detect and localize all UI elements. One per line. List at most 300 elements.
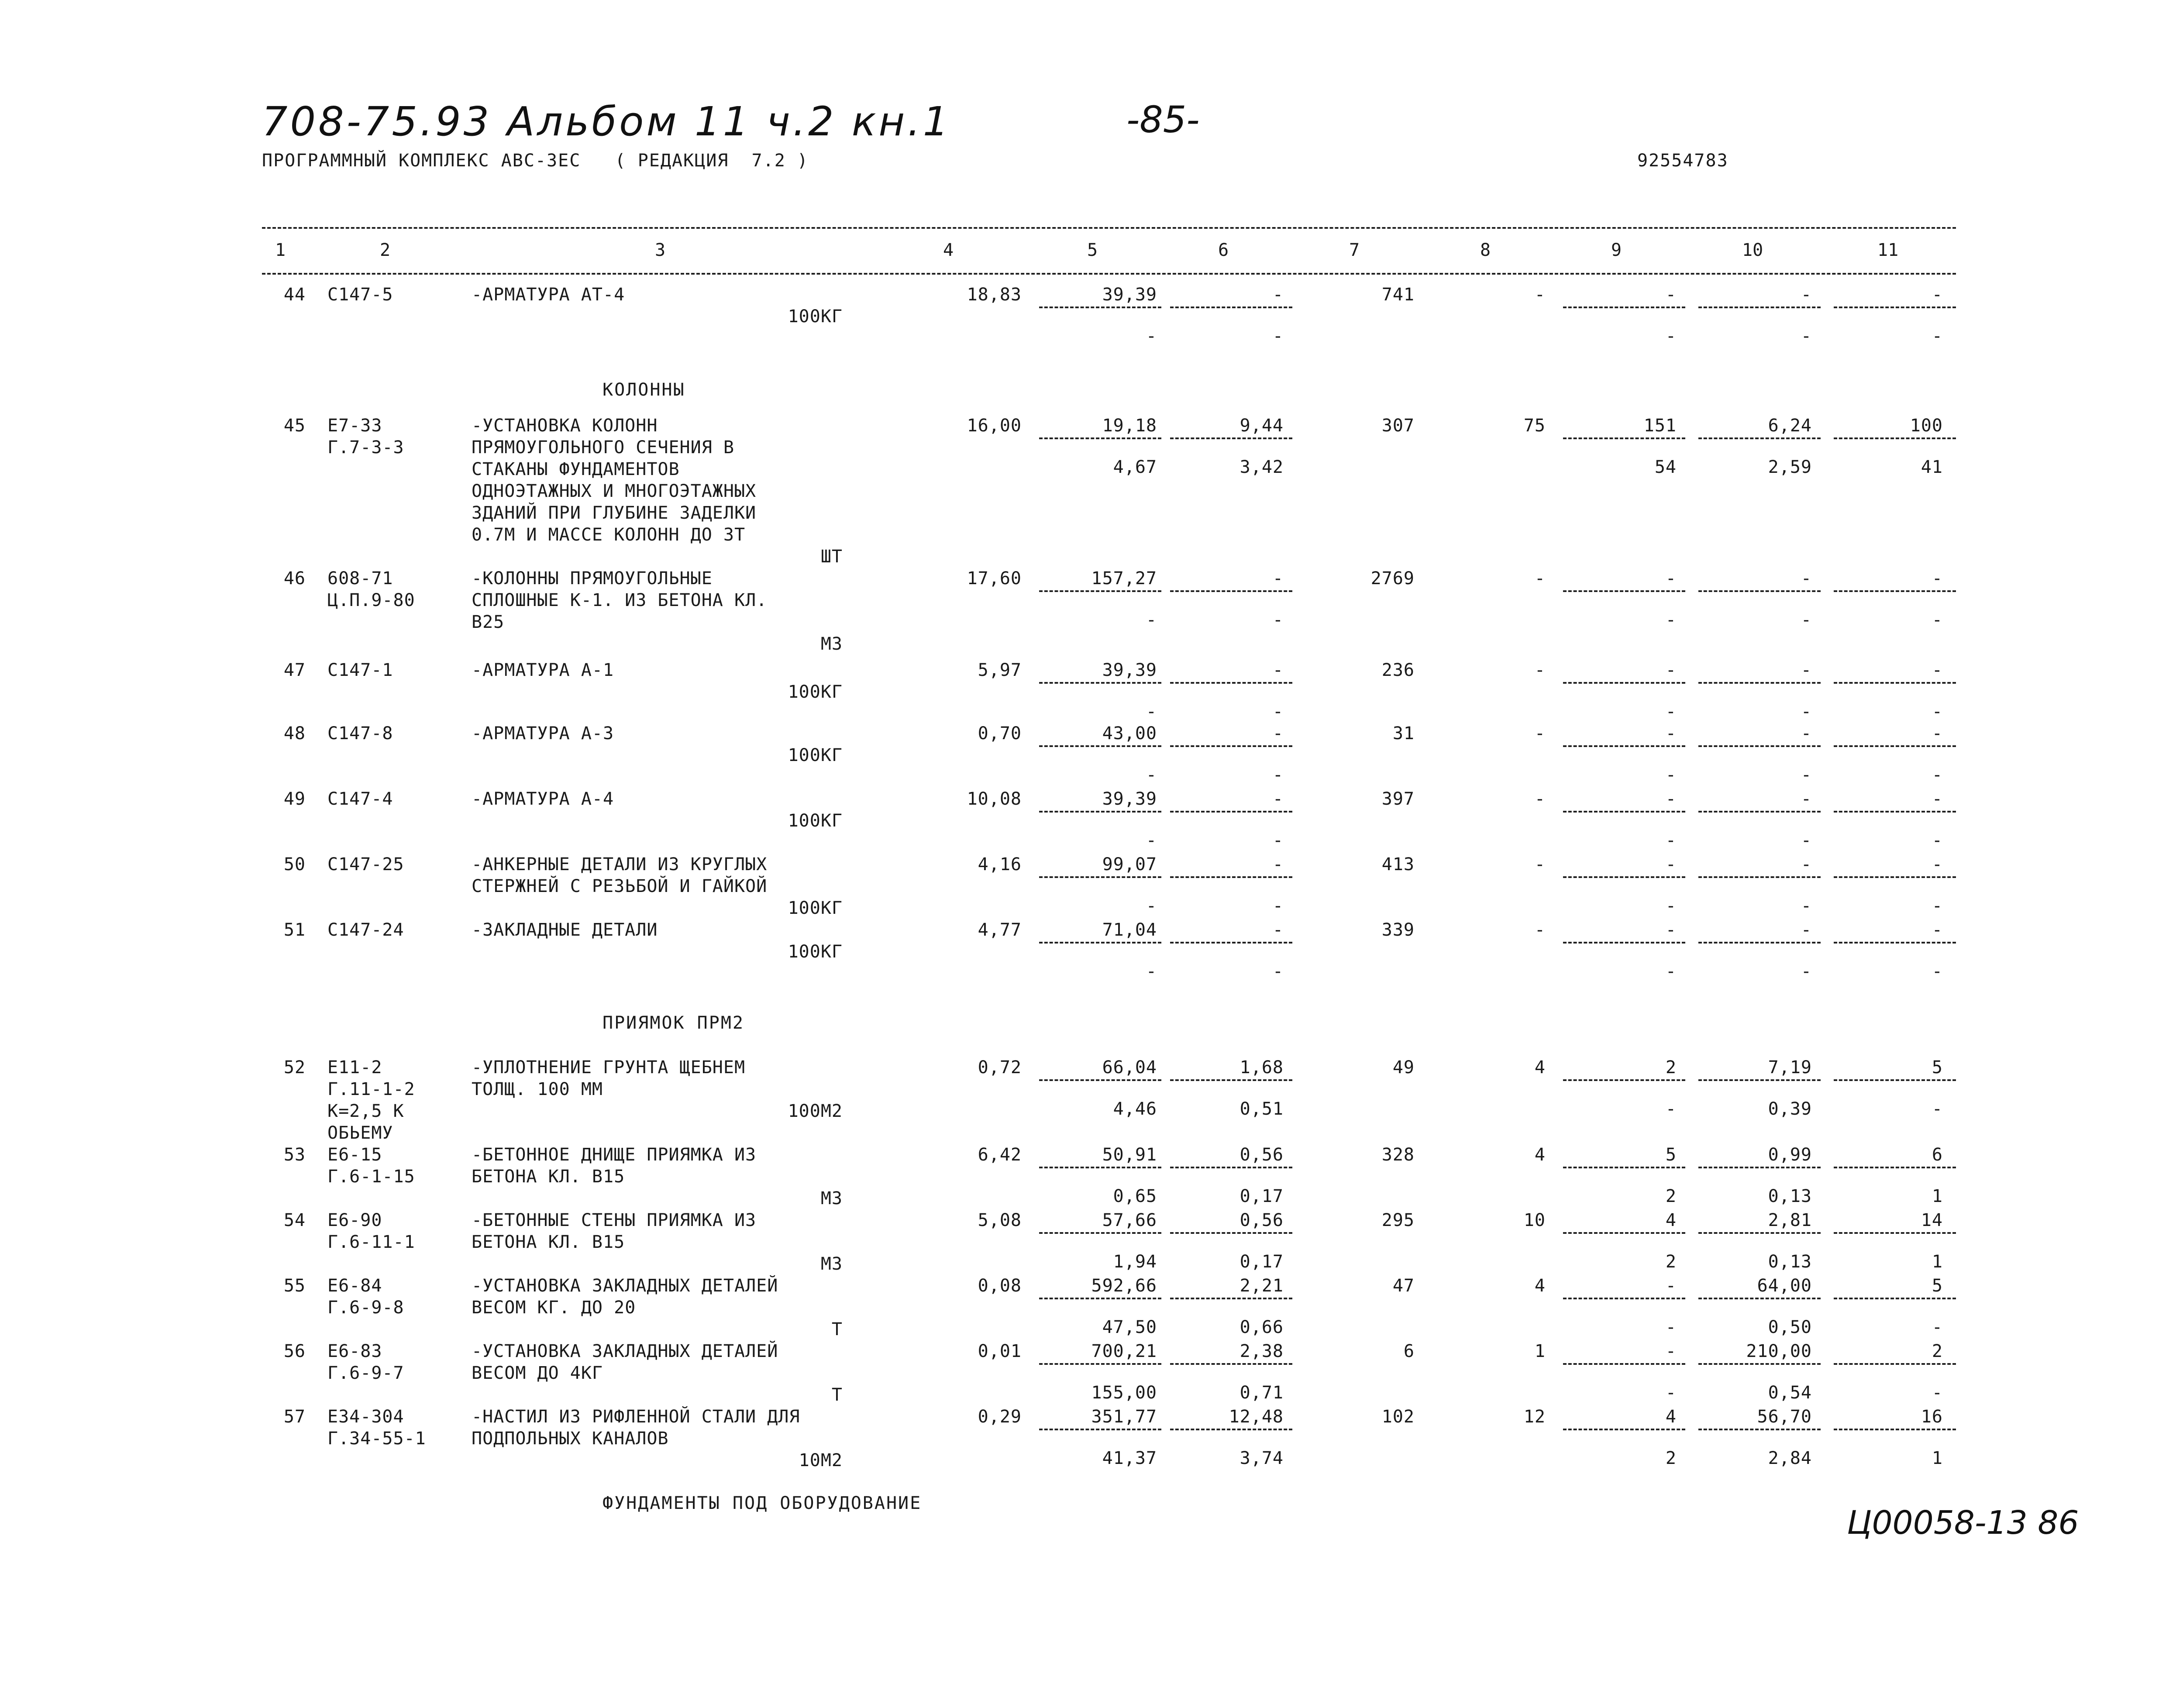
- work-description: -БЕТОННЫЕ СТЕНЫ ПРИЯМКА ИЗ: [472, 1210, 757, 1230]
- unit-cost-wages: 41,37: [1102, 1448, 1157, 1468]
- labor-hours-total: 5: [1932, 1276, 1943, 1296]
- unit-cost-wages: -: [1146, 896, 1157, 916]
- column-header-8: 8: [1480, 240, 1491, 260]
- labor-hours-machines: 0,54: [1768, 1383, 1812, 1403]
- work-description: -УПЛОТНЕНИЕ ГРУНТА ЩЕБНЕМ: [472, 1057, 746, 1078]
- work-description: БЕТОНА КЛ. В15: [472, 1232, 625, 1252]
- unit-cost-machines: -: [1272, 854, 1284, 875]
- total-cost: 397: [1381, 789, 1415, 809]
- total-cost: 328: [1381, 1145, 1415, 1165]
- section-heading: ПРИЯМОК ПРМ2: [603, 1013, 744, 1033]
- labor-hours-total: -: [1932, 568, 1943, 589]
- unit-cost-machines: 12,48: [1229, 1407, 1284, 1427]
- fraction-divider: [1563, 306, 1685, 308]
- labor-hours-machines: -: [1801, 326, 1812, 346]
- fraction-divider: [1039, 1167, 1161, 1168]
- labor-hours-machines-total: 41: [1921, 457, 1943, 477]
- quantity: 0,70: [978, 723, 1022, 744]
- fraction-divider: [1039, 590, 1161, 592]
- work-description: -ЗАКЛАДНЫЕ ДЕТАЛИ: [472, 920, 658, 940]
- work-description: ПРЯМОУГОЛЬНОГО СЕЧЕНИЯ В: [472, 437, 734, 458]
- work-description: -АНКЕРНЫЕ ДЕТАЛИ ИЗ КРУГЛЫХ: [472, 854, 768, 875]
- machine-wages: -: [1665, 610, 1677, 630]
- rate-code: С147-4: [327, 789, 393, 809]
- rate-code: 608-71: [327, 568, 393, 589]
- work-description: ЗДАНИЙ ПРИ ГЛУБИНЕ ЗАДЕЛКИ: [472, 503, 757, 523]
- machine-cost: -: [1665, 660, 1677, 680]
- unit-cost-machine-wages: 0,17: [1240, 1186, 1284, 1206]
- rate-code: Е6-90: [327, 1210, 382, 1230]
- row-number: 45: [283, 416, 306, 436]
- labor-hours-machines-total: -: [1932, 961, 1943, 981]
- unit-cost-machines: -: [1272, 789, 1284, 809]
- fraction-divider: [1039, 942, 1161, 944]
- rate-code: Е6-83: [327, 1341, 382, 1361]
- row-number: 48: [283, 723, 306, 744]
- labor-hours-machines-total: 1: [1932, 1252, 1943, 1272]
- work-description: -КОЛОННЫ ПРЯМОУГОЛЬНЫЕ: [472, 568, 713, 589]
- fraction-divider: [1039, 811, 1161, 813]
- rate-code: Е7-33: [327, 416, 382, 436]
- rate-code: Е6-15: [327, 1145, 382, 1165]
- labor-cost: -: [1534, 723, 1546, 744]
- fraction-divider: [1170, 590, 1292, 592]
- unit-of-measure: 100КГ: [788, 745, 843, 765]
- fraction-divider: [1698, 745, 1821, 747]
- fraction-divider: [1170, 306, 1292, 308]
- labor-hours-machines: 2,59: [1768, 457, 1812, 477]
- unit-cost-wages: -: [1146, 702, 1157, 722]
- unit-cost-wages: 4,67: [1113, 457, 1157, 477]
- fraction-divider: [1039, 682, 1161, 684]
- column-header-9: 9: [1611, 240, 1622, 260]
- unit-of-measure: 100КГ: [788, 898, 843, 918]
- unit-cost-machines: -: [1272, 285, 1284, 305]
- fraction-divider: [1563, 1167, 1685, 1168]
- rate-code: С147-25: [327, 854, 404, 875]
- machine-cost: -: [1665, 789, 1677, 809]
- machine-wages: 2: [1665, 1186, 1677, 1206]
- unit-cost-machine-wages: 0,71: [1240, 1383, 1284, 1403]
- rate-code: К=2,5 К: [327, 1101, 404, 1121]
- unit-cost-machine-wages: 3,74: [1240, 1448, 1284, 1468]
- rate-code: Г.6-9-7: [327, 1363, 404, 1383]
- labor-hours-machines: 0,50: [1768, 1317, 1812, 1337]
- fraction-divider: [1834, 876, 1956, 878]
- labor-hours-machines-total: -: [1932, 1099, 1943, 1119]
- fraction-divider: [1563, 1363, 1685, 1365]
- total-cost: 6: [1403, 1341, 1415, 1361]
- rate-code: Г.6-11-1: [327, 1232, 415, 1252]
- fraction-divider: [1834, 1298, 1956, 1299]
- unit-of-measure: 100КГ: [788, 682, 843, 702]
- unit-cost-machines: -: [1272, 723, 1284, 744]
- fraction-divider: [1698, 1429, 1821, 1430]
- unit-cost-machine-wages: 0,66: [1240, 1317, 1284, 1337]
- unit-cost-machine-wages: -: [1272, 765, 1284, 785]
- machine-cost: -: [1665, 285, 1677, 305]
- fraction-divider: [1170, 811, 1292, 813]
- machine-cost: -: [1665, 568, 1677, 589]
- quantity: 0,01: [978, 1341, 1022, 1361]
- fraction-divider: [1563, 942, 1685, 944]
- unit-of-measure: М3: [820, 1188, 843, 1209]
- work-description: -УСТАНОВКА КОЛОНН: [472, 416, 658, 436]
- fraction-divider: [1170, 942, 1292, 944]
- total-cost: 741: [1381, 285, 1415, 305]
- rate-code: С147-1: [327, 660, 393, 680]
- total-cost: 339: [1381, 920, 1415, 940]
- fraction-divider: [1563, 1079, 1685, 1081]
- unit-cost-total: 99,07: [1102, 854, 1157, 875]
- labor-hours-total: 5: [1932, 1057, 1943, 1078]
- unit-cost-machines: 0,56: [1240, 1145, 1284, 1165]
- labor-hours-machines-total: -: [1932, 610, 1943, 630]
- unit-cost-wages: -: [1146, 326, 1157, 346]
- section-heading: КОЛОННЫ: [603, 380, 685, 400]
- fraction-divider: [1170, 1232, 1292, 1234]
- fraction-divider: [1563, 811, 1685, 813]
- labor-hours-total: -: [1932, 920, 1943, 940]
- labor-hours-unit: 2,81: [1768, 1210, 1812, 1230]
- rate-code: С147-8: [327, 723, 393, 744]
- fraction-divider: [1698, 942, 1821, 944]
- unit-cost-total: 592,66: [1091, 1276, 1157, 1296]
- row-number: 49: [283, 789, 306, 809]
- fraction-divider: [1039, 306, 1161, 308]
- rate-code: ОБЬЕМУ: [327, 1123, 393, 1143]
- work-description: ОДНОЭТАЖНЫХ И МНОГОЭТАЖНЫХ: [472, 481, 757, 501]
- labor-hours-total: 6: [1932, 1145, 1943, 1165]
- labor-hours-machines: -: [1801, 702, 1812, 722]
- labor-hours-total: -: [1932, 854, 1943, 875]
- labor-hours-total: -: [1932, 285, 1943, 305]
- labor-cost: 4: [1534, 1057, 1546, 1078]
- quantity: 6,42: [978, 1145, 1022, 1165]
- labor-cost: 4: [1534, 1276, 1546, 1296]
- labor-hours-machines-total: -: [1932, 765, 1943, 785]
- unit-cost-wages: 0,65: [1113, 1186, 1157, 1206]
- fraction-divider: [1563, 682, 1685, 684]
- work-description: СТАКАНЫ ФУНДАМЕНТОВ: [472, 459, 680, 479]
- rate-code: С147-24: [327, 920, 404, 940]
- labor-cost: -: [1534, 285, 1546, 305]
- machine-cost: 5: [1665, 1145, 1677, 1165]
- labor-hours-machines: 0,39: [1768, 1099, 1812, 1119]
- unit-cost-total: 700,21: [1091, 1341, 1157, 1361]
- column-header-2: 2: [380, 240, 391, 260]
- unit-of-measure: Т: [831, 1319, 843, 1340]
- work-description: -УСТАНОВКА ЗАКЛАДНЫХ ДЕТАЛЕЙ: [472, 1276, 778, 1296]
- quantity: 4,16: [978, 854, 1022, 875]
- unit-of-measure: 100КГ: [788, 811, 843, 831]
- unit-of-measure: 100М2: [788, 1101, 843, 1121]
- fraction-divider: [1698, 682, 1821, 684]
- total-cost: 236: [1381, 660, 1415, 680]
- row-number: 47: [283, 660, 306, 680]
- labor-hours-machines-total: -: [1932, 830, 1943, 851]
- work-description: ТОЛЩ. 100 ММ: [472, 1079, 603, 1099]
- unit-cost-wages: -: [1146, 961, 1157, 981]
- unit-cost-wages: 1,94: [1113, 1252, 1157, 1272]
- work-description: ВЕСОМ КГ. ДО 20: [472, 1298, 636, 1318]
- unit-of-measure: 100КГ: [788, 306, 843, 327]
- labor-hours-machines: -: [1801, 765, 1812, 785]
- fraction-divider: [1834, 682, 1956, 684]
- unit-cost-machine-wages: -: [1272, 896, 1284, 916]
- unit-cost-total: 57,66: [1102, 1210, 1157, 1230]
- labor-hours-machines: 2,84: [1768, 1448, 1812, 1468]
- labor-hours-unit: -: [1801, 285, 1812, 305]
- row-number: 50: [283, 854, 306, 875]
- machine-wages: -: [1665, 1317, 1677, 1337]
- total-cost: 49: [1392, 1057, 1415, 1078]
- unit-cost-machines: 2,21: [1240, 1276, 1284, 1296]
- labor-hours-total: 100: [1910, 416, 1943, 436]
- unit-of-measure: М3: [820, 634, 843, 654]
- labor-hours-machines-total: -: [1932, 1383, 1943, 1403]
- fraction-divider: [1039, 1429, 1161, 1430]
- labor-hours-unit: 56,70: [1757, 1407, 1812, 1427]
- fraction-divider: [1170, 437, 1292, 439]
- labor-cost: 10: [1523, 1210, 1546, 1230]
- column-header-6: 6: [1218, 240, 1229, 260]
- row-number: 54: [283, 1210, 306, 1230]
- column-header-11: 11: [1877, 240, 1899, 260]
- machine-wages: -: [1665, 1383, 1677, 1403]
- work-description: ПОДПОЛЬНЫХ КАНАЛОВ: [472, 1429, 669, 1449]
- rate-code: Г.34-55-1: [327, 1429, 426, 1449]
- row-number: 56: [283, 1341, 306, 1361]
- work-description: -АРМАТУРА А-3: [472, 723, 614, 744]
- fraction-divider: [1834, 306, 1956, 308]
- total-cost: 2769: [1370, 568, 1415, 589]
- rate-code: Е11-2: [327, 1057, 382, 1078]
- rate-code: Г.6-9-8: [327, 1298, 404, 1318]
- unit-cost-machine-wages: -: [1272, 702, 1284, 722]
- work-description: В25: [472, 612, 505, 632]
- handwritten-document-code: Ц00058-13 86: [1847, 1504, 2079, 1542]
- labor-cost: 75: [1523, 416, 1546, 436]
- fraction-divider: [1563, 1232, 1685, 1234]
- quantity: 17,60: [967, 568, 1022, 589]
- labor-hours-total: -: [1932, 660, 1943, 680]
- fraction-divider: [1170, 745, 1292, 747]
- quantity: 0,72: [978, 1057, 1022, 1078]
- row-number: 44: [283, 285, 306, 305]
- unit-cost-wages: 155,00: [1091, 1383, 1157, 1403]
- unit-cost-machine-wages: -: [1272, 830, 1284, 851]
- fraction-divider: [1834, 1232, 1956, 1234]
- fraction-divider: [1039, 876, 1161, 878]
- machine-wages: -: [1665, 765, 1677, 785]
- unit-cost-machines: -: [1272, 568, 1284, 589]
- labor-hours-total: 16: [1921, 1407, 1943, 1427]
- labor-hours-total: 2: [1932, 1341, 1943, 1361]
- rate-code: Г.11-1-2: [327, 1079, 415, 1099]
- unit-of-measure: 100КГ: [788, 942, 843, 962]
- labor-hours-total: 14: [1921, 1210, 1943, 1230]
- unit-of-measure: ШТ: [820, 547, 843, 567]
- fraction-divider: [1698, 1232, 1821, 1234]
- program-title: ПРОГРАММНЫЙ КОМПЛЕКС АВС-3ЕС ( РЕДАКЦИЯ 7.2 ): [262, 151, 809, 171]
- rate-code: Е34-304: [327, 1407, 404, 1427]
- labor-hours-machines: -: [1801, 896, 1812, 916]
- total-cost: 295: [1381, 1210, 1415, 1230]
- fraction-divider: [1834, 1167, 1956, 1168]
- fraction-divider: [1698, 1298, 1821, 1299]
- quantity: 4,77: [978, 920, 1022, 940]
- unit-cost-machine-wages: -: [1272, 961, 1284, 981]
- labor-hours-machines-total: -: [1932, 896, 1943, 916]
- labor-hours-unit: -: [1801, 660, 1812, 680]
- fraction-divider: [1698, 437, 1821, 439]
- fraction-divider: [1698, 811, 1821, 813]
- unit-cost-machines: 9,44: [1240, 416, 1284, 436]
- fraction-divider: [1563, 876, 1685, 878]
- work-description: -НАСТИЛ ИЗ РИФЛЕННОЙ СТАЛИ ДЛЯ: [472, 1407, 800, 1427]
- unit-of-measure: Т: [831, 1385, 843, 1405]
- total-cost: 47: [1392, 1276, 1415, 1296]
- quantity: 16,00: [967, 416, 1022, 436]
- fraction-divider: [1834, 1363, 1956, 1365]
- labor-hours-unit: 0,99: [1768, 1145, 1812, 1165]
- row-number: 53: [283, 1145, 306, 1165]
- fraction-divider: [1170, 1167, 1292, 1168]
- column-header-3: 3: [655, 240, 666, 260]
- unit-of-measure: М3: [820, 1254, 843, 1274]
- work-description: БЕТОНА КЛ. В15: [472, 1167, 625, 1187]
- fraction-divider: [1039, 745, 1161, 747]
- machine-cost: 4: [1665, 1210, 1677, 1230]
- unit-cost-machine-wages: 0,17: [1240, 1252, 1284, 1272]
- total-cost: 102: [1381, 1407, 1415, 1427]
- rate-code: Е6-84: [327, 1276, 382, 1296]
- work-description: -УСТАНОВКА ЗАКЛАДНЫХ ДЕТАЛЕЙ: [472, 1341, 778, 1361]
- unit-cost-wages: -: [1146, 765, 1157, 785]
- labor-cost: -: [1534, 789, 1546, 809]
- total-cost: 413: [1381, 854, 1415, 875]
- labor-cost: -: [1534, 920, 1546, 940]
- machine-cost: -: [1665, 920, 1677, 940]
- labor-hours-unit: -: [1801, 789, 1812, 809]
- total-cost: 307: [1381, 416, 1415, 436]
- machine-cost: 151: [1643, 416, 1677, 436]
- machine-wages: -: [1665, 830, 1677, 851]
- work-description: -АРМАТУРА А-4: [472, 789, 614, 809]
- column-header-4: 4: [943, 240, 954, 260]
- machine-cost: -: [1665, 854, 1677, 875]
- unit-cost-wages: 4,46: [1113, 1099, 1157, 1119]
- unit-cost-machines: -: [1272, 660, 1284, 680]
- fraction-divider: [1563, 437, 1685, 439]
- column-header-1: 1: [275, 240, 286, 260]
- machine-wages: -: [1665, 896, 1677, 916]
- fraction-divider: [1170, 1079, 1292, 1081]
- labor-hours-machines: -: [1801, 610, 1812, 630]
- labor-hours-machines: 0,13: [1768, 1252, 1812, 1272]
- machine-cost: 2: [1665, 1057, 1677, 1078]
- row-number: 52: [283, 1057, 306, 1078]
- labor-hours-machines-total: -: [1932, 1317, 1943, 1337]
- rate-code: Г.7-3-3: [327, 437, 404, 458]
- quantity: 10,08: [967, 789, 1022, 809]
- fraction-divider: [1563, 745, 1685, 747]
- fraction-divider: [1834, 811, 1956, 813]
- labor-hours-unit: -: [1801, 854, 1812, 875]
- work-description: -АРМАТУРА А-1: [472, 660, 614, 680]
- unit-cost-machine-wages: 3,42: [1240, 457, 1284, 477]
- document-number: 92554783: [1637, 151, 1728, 171]
- fraction-divider: [1039, 437, 1161, 439]
- quantity: 0,29: [978, 1407, 1022, 1427]
- row-number: 55: [283, 1276, 306, 1296]
- row-number: 51: [283, 920, 306, 940]
- labor-cost: -: [1534, 568, 1546, 589]
- labor-hours-unit: -: [1801, 920, 1812, 940]
- labor-hours-unit: 6,24: [1768, 416, 1812, 436]
- column-header-7: 7: [1349, 240, 1360, 260]
- fraction-divider: [1170, 1363, 1292, 1365]
- labor-cost: -: [1534, 660, 1546, 680]
- fraction-divider: [1170, 682, 1292, 684]
- machine-cost: 4: [1665, 1407, 1677, 1427]
- work-description: 0.7М И МАССЕ КОЛОНН ДО 3Т: [472, 525, 746, 545]
- unit-cost-wages: -: [1146, 830, 1157, 851]
- work-description: -АРМАТУРА АТ-4: [472, 285, 625, 305]
- fraction-divider: [1834, 745, 1956, 747]
- unit-cost-total: 351,77: [1091, 1407, 1157, 1427]
- fraction-divider: [1039, 1298, 1161, 1299]
- labor-hours-machines-total: 1: [1932, 1448, 1943, 1468]
- labor-hours-unit: -: [1801, 568, 1812, 589]
- fraction-divider: [1039, 1363, 1161, 1365]
- fraction-divider: [1039, 1079, 1161, 1081]
- fraction-divider: [1698, 1167, 1821, 1168]
- machine-cost: -: [1665, 723, 1677, 744]
- unit-cost-total: 71,04: [1102, 920, 1157, 940]
- section-heading: ФУНДАМЕНТЫ ПОД ОБОРУДОВАНИЕ: [603, 1493, 922, 1513]
- fraction-divider: [1039, 1232, 1161, 1234]
- quantity: 18,83: [967, 285, 1022, 305]
- labor-hours-machines: -: [1801, 830, 1812, 851]
- unit-cost-total: 19,18: [1102, 416, 1157, 436]
- handwritten-album-reference: 708-75.93 Альбом 11 ч.2 кн.1: [262, 98, 951, 145]
- unit-cost-machines: -: [1272, 920, 1284, 940]
- handwritten-page-number: -85-: [1126, 98, 1200, 141]
- fraction-divider: [1698, 876, 1821, 878]
- labor-cost: -: [1534, 854, 1546, 875]
- unit-cost-wages: -: [1146, 610, 1157, 630]
- row-number: 57: [283, 1407, 306, 1427]
- fraction-divider: [1563, 1298, 1685, 1299]
- machine-wages: 2: [1665, 1448, 1677, 1468]
- unit-cost-machine-wages: -: [1272, 326, 1284, 346]
- fraction-divider: [1698, 1079, 1821, 1081]
- labor-hours-machines-total: -: [1932, 326, 1943, 346]
- rate-code: Г.6-1-15: [327, 1167, 415, 1187]
- labor-hours-total: -: [1932, 723, 1943, 744]
- work-description: СТЕРЖНЕЙ С РЕЗЬБОЙ И ГАЙКОЙ: [472, 876, 768, 896]
- labor-hours-total: -: [1932, 789, 1943, 809]
- unit-cost-machines: 2,38: [1240, 1341, 1284, 1361]
- machine-wages: -: [1665, 702, 1677, 722]
- machine-wages: 54: [1654, 457, 1677, 477]
- fraction-divider: [1170, 876, 1292, 878]
- machine-wages: -: [1665, 326, 1677, 346]
- labor-hours-unit: 210,00: [1746, 1341, 1812, 1361]
- quantity: 5,08: [978, 1210, 1022, 1230]
